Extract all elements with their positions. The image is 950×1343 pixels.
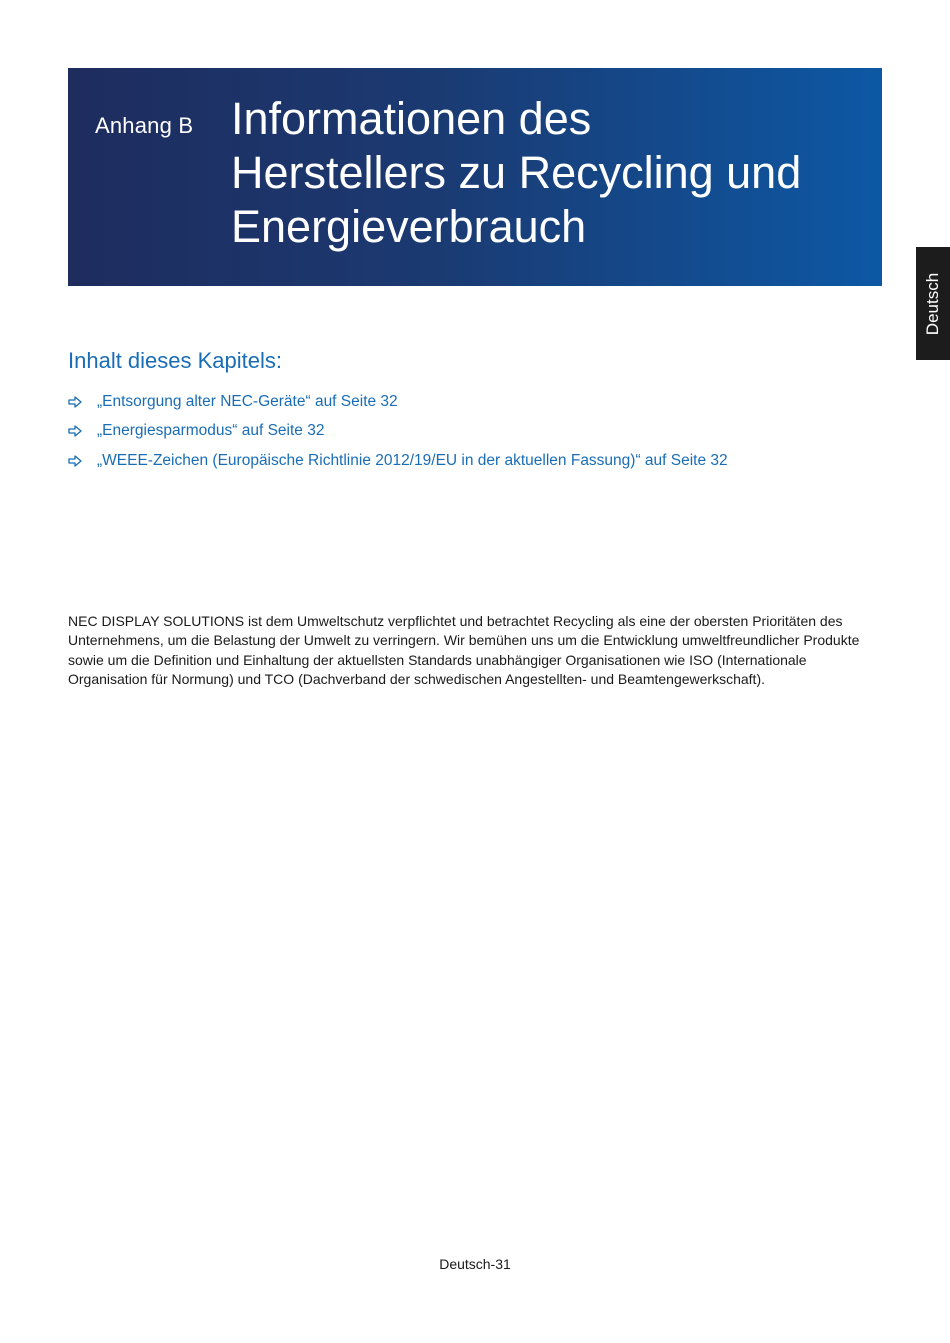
page-number: Deutsch-31 [439,1256,511,1272]
language-side-tab [916,247,950,360]
toc-link-power-saving[interactable] [68,417,728,447]
language-tab-label: Deutsch [923,272,942,335]
hollow-arrow-right-icon [68,396,82,408]
chapter-title [231,92,871,254]
environment-paragraph [68,612,884,689]
chapter-title-line: Herstellers zu Recycling und [231,147,802,198]
toc-link-disposal[interactable] [68,387,728,417]
toc-link-label: „Energiesparmodus“ auf Seite 32 [97,422,325,440]
toc-list [68,387,728,476]
chapter-label: Anhang B [95,113,194,138]
toc-link-label: „Entsorgung alter NEC-Geräte“ auf Seite 32 [97,392,398,410]
paragraph-line: sowie um die Definition und Einhaltung der aktuellsten Standards unabhängiger Organisationen wie ISO (Internationale [68,651,807,668]
toc-link-weee[interactable] [68,446,728,476]
toc-link-label: „WEEE-Zeichen (Europäische Richtlinie 2012/19/EU in der aktuellen Fassung)“ auf Seite 32 [97,451,728,469]
paragraph-line: Unternehmens, um die Belastung der Umwelt zu verringern. Wir bemühen uns um die Entwicklung umweltfreundlicher Produkte [68,632,860,649]
hollow-arrow-right-icon [68,455,82,467]
hollow-arrow-right-icon [68,425,82,437]
chapter-title-line: Informationen des [231,93,592,144]
toc-heading: Inhalt dieses Kapitels: [68,348,283,373]
paragraph-line: NEC DISPLAY SOLUTIONS ist dem Umweltschutz verpflichtet und betrachtet Recycling als eine der obersten Prioritäten des [68,613,843,629]
chapter-banner [68,68,882,286]
paragraph-line: Organisation für Normung) und TCO (Dachverband der schwedischen Angestellten- und Beamtengewerkschaft). [68,670,765,687]
chapter-title-line: Energieverbrauch [231,201,587,252]
